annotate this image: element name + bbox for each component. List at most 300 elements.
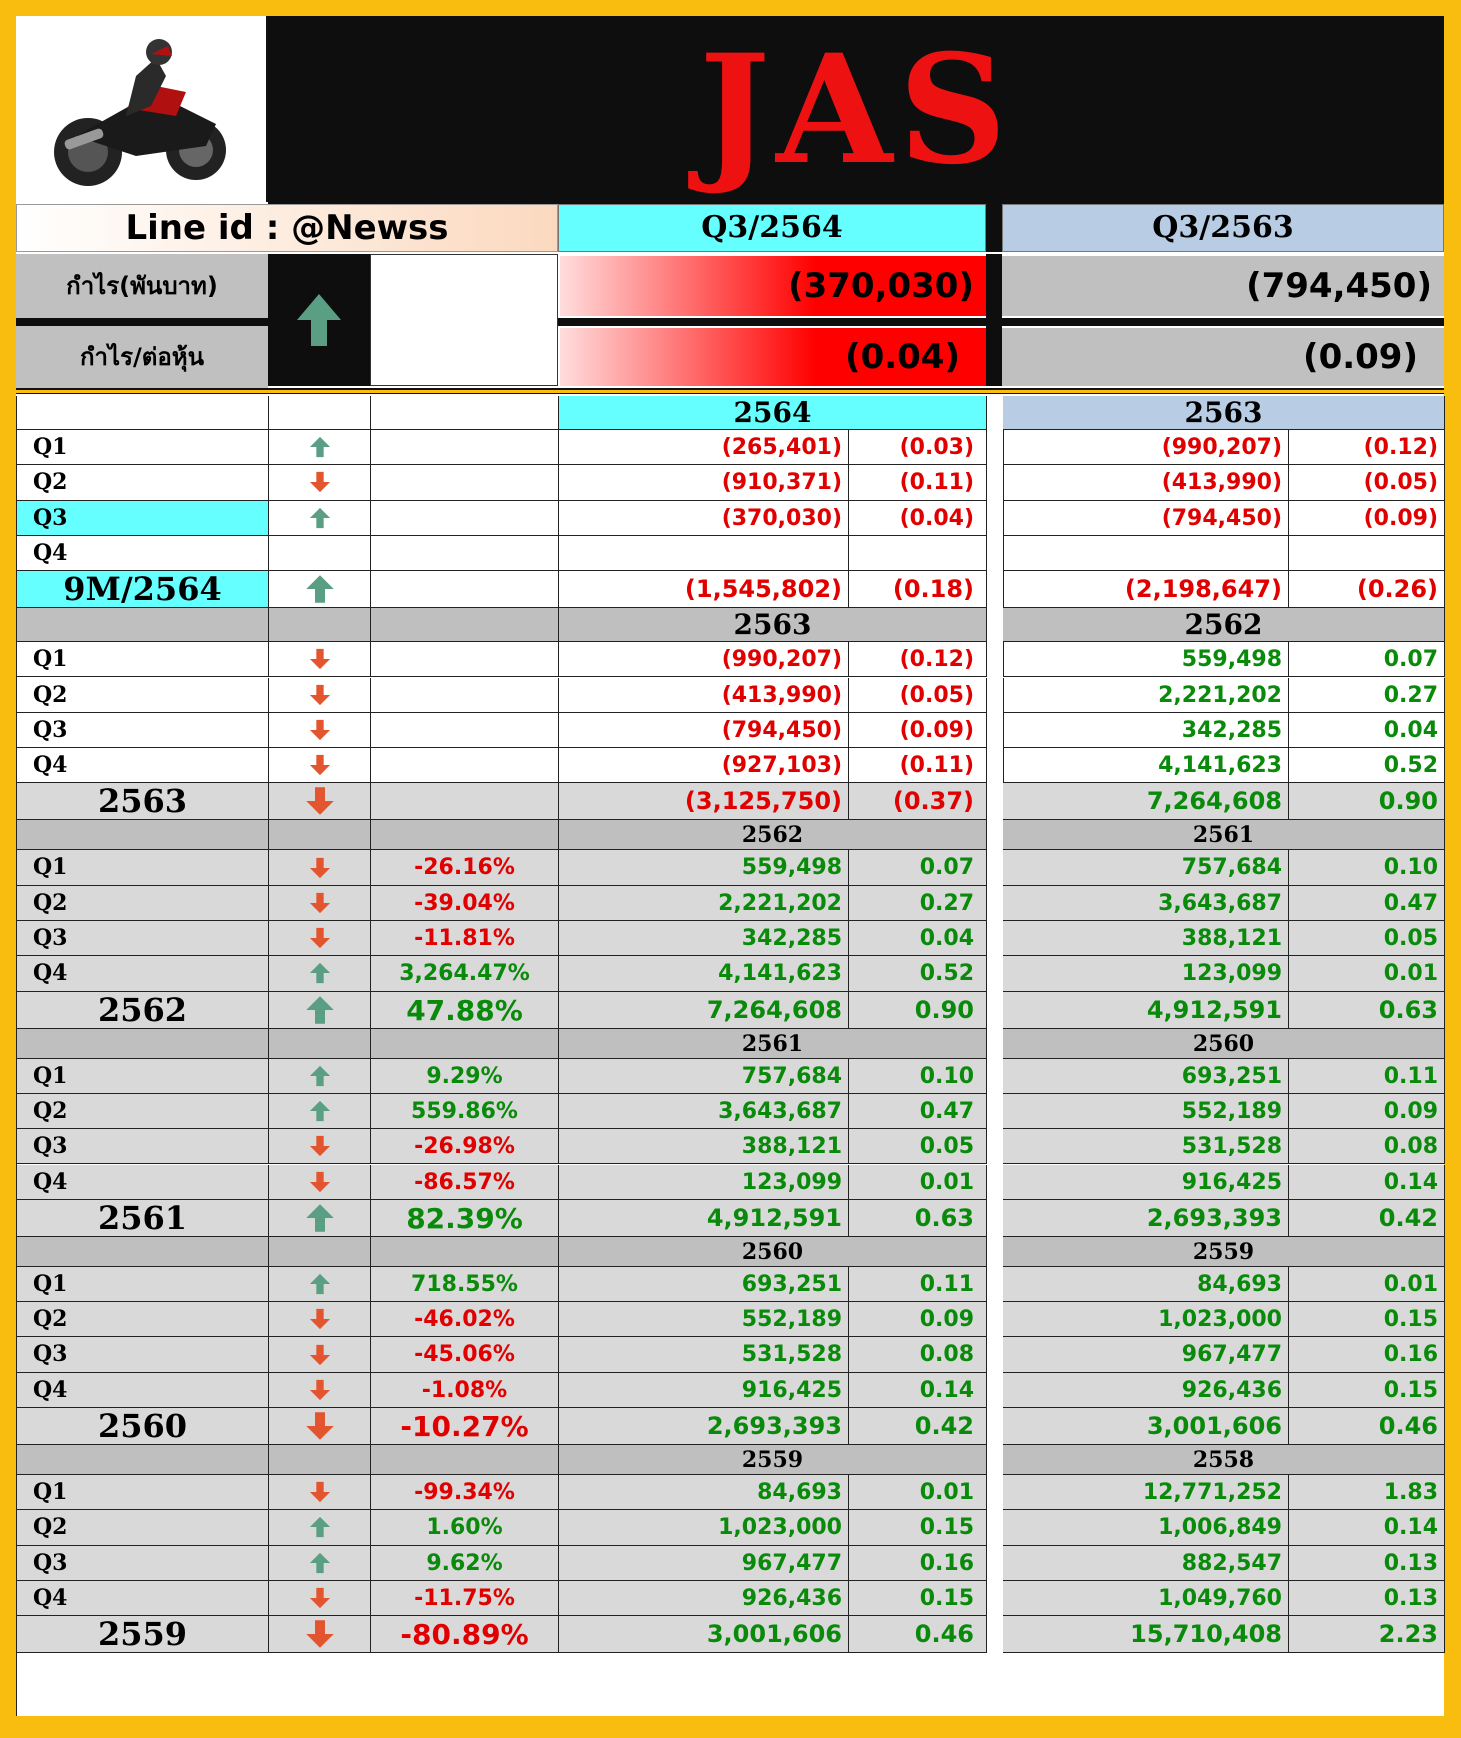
quarter-trend <box>269 678 371 713</box>
quarter-label: Q4 <box>17 1373 269 1408</box>
year-total-eps-left: (0.37) <box>849 783 987 820</box>
quarter-trend <box>269 956 371 991</box>
quarter-change-pct: -45.06% <box>371 1337 559 1372</box>
quarter-eps-right: 0.11 <box>1289 1059 1445 1094</box>
section-year-left: 2560 <box>559 1237 987 1267</box>
quarter-trend <box>269 642 371 677</box>
quarter-profit-left: 2,221,202 <box>559 886 849 921</box>
quarter-trend <box>269 1337 371 1372</box>
quarter-trend <box>269 1546 371 1581</box>
quarter-profit-left: 757,684 <box>559 1059 849 1094</box>
quarter-eps-left: (0.11) <box>849 748 987 783</box>
quarter-trend <box>269 1581 371 1616</box>
section-year-right: 2562 <box>1003 608 1445 642</box>
quarter-eps-right: 0.01 <box>1289 956 1445 991</box>
arrow-down-icon <box>309 1343 331 1367</box>
year-total-trend <box>269 1616 371 1653</box>
arrow-down-icon <box>305 784 335 818</box>
quarter-eps-right <box>1289 536 1445 571</box>
column-gap <box>987 1029 1004 1059</box>
page-title: JAS <box>699 22 1013 198</box>
column-gap <box>987 1581 1004 1616</box>
quarter-eps-left: 0.07 <box>849 850 987 885</box>
quarter-eps-left: 0.01 <box>849 1165 987 1200</box>
quarter-trend <box>269 1302 371 1337</box>
quarter-label: Q4 <box>17 536 269 571</box>
quarter-eps-left: 0.27 <box>849 886 987 921</box>
column-gap <box>987 1546 1004 1581</box>
arrow-down-icon <box>309 1307 331 1331</box>
motorcycle-icon <box>16 16 268 202</box>
section-header-blank <box>371 1029 559 1059</box>
quarter-trend <box>269 536 371 571</box>
quarter-change-pct: 718.55% <box>371 1267 559 1302</box>
quarter-trend <box>269 713 371 748</box>
quarter-profit-left: 552,189 <box>559 1302 849 1337</box>
black-row-divider <box>16 318 1444 326</box>
year-total-label: 2559 <box>17 1616 269 1653</box>
column-gap <box>987 820 1004 850</box>
quarter-profit-right: (990,207) <box>1003 430 1289 465</box>
quarter-change-pct <box>371 536 559 571</box>
arrow-down-icon <box>309 891 331 915</box>
quarter-eps-left: 0.10 <box>849 1059 987 1094</box>
quarter-label: Q2 <box>17 1302 269 1337</box>
year-total-profit-right: 3,001,606 <box>1003 1408 1289 1445</box>
quarter-eps-left: (0.09) <box>849 713 987 748</box>
year-total-label: 2560 <box>17 1408 269 1445</box>
year-total-trend <box>269 992 371 1029</box>
section-header-blank <box>269 1237 371 1267</box>
year-total-trend <box>269 783 371 820</box>
arrow-down-icon <box>309 470 331 494</box>
quarter-profit-left: 84,693 <box>559 1475 849 1510</box>
quarter-change-pct <box>371 678 559 713</box>
quarter-eps-right: 0.52 <box>1289 748 1445 783</box>
section-header-blank <box>17 396 269 430</box>
column-gap <box>987 748 1004 783</box>
section-header-blank <box>17 1029 269 1059</box>
quarter-change-pct: -39.04% <box>371 886 559 921</box>
column-gap <box>987 850 1004 885</box>
column-gap <box>987 536 1004 571</box>
quarter-label: Q1 <box>17 1475 269 1510</box>
quarter-label: Q1 <box>17 642 269 677</box>
quarter-profit-right: 1,006,849 <box>1003 1510 1289 1545</box>
quarter-change-pct <box>371 465 559 500</box>
year-total-profit-left: 2,693,393 <box>559 1408 849 1445</box>
quarter-eps-right: 0.13 <box>1289 1581 1445 1616</box>
column-gap <box>987 1408 1004 1445</box>
section-year-left: 2561 <box>559 1029 987 1059</box>
quarter-trend <box>269 1267 371 1302</box>
quarter-profit-right <box>1003 536 1289 571</box>
column-gap <box>987 1094 1004 1129</box>
section-year-left: 2563 <box>559 608 987 642</box>
quarter-label: Q3 <box>17 1337 269 1372</box>
column-gap <box>987 956 1004 991</box>
quarter-label: Q1 <box>17 1267 269 1302</box>
quarter-profit-left: (910,371) <box>559 465 849 500</box>
arrow-up-icon <box>305 1201 335 1235</box>
arrow-up-icon <box>309 961 331 985</box>
quarter-label: Q1 <box>17 850 269 885</box>
section-header-blank <box>269 1029 371 1059</box>
arrow-up-icon <box>309 1551 331 1575</box>
quarter-profit-left: 531,528 <box>559 1337 849 1372</box>
year-total-eps-right: 2.23 <box>1289 1616 1445 1653</box>
year-total-eps-right: (0.26) <box>1289 571 1445 608</box>
quarter-eps-right: 0.13 <box>1289 1546 1445 1581</box>
gold-divider <box>16 388 1444 394</box>
quarter-profit-right: 757,684 <box>1003 850 1289 885</box>
quarter-profit-left: 388,121 <box>559 1129 849 1164</box>
arrow-down-icon <box>309 1134 331 1158</box>
year-total-trend <box>269 1408 371 1445</box>
quarter-trend <box>269 501 371 536</box>
column-gap <box>987 1129 1004 1164</box>
section-header-blank <box>371 820 559 850</box>
quarter-profit-right: 4,141,623 <box>1003 748 1289 783</box>
section-header-blank <box>17 820 269 850</box>
quarter-eps-left: 0.09 <box>849 1302 987 1337</box>
quarter-profit-left <box>559 536 849 571</box>
column-gap <box>987 921 1004 956</box>
quarter-eps-right: 0.15 <box>1289 1302 1445 1337</box>
year-total-trend <box>269 1200 371 1237</box>
quarter-trend <box>269 1165 371 1200</box>
quarter-eps-right: 0.07 <box>1289 642 1445 677</box>
quarter-eps-left: 0.01 <box>849 1475 987 1510</box>
quarter-profit-right: 123,099 <box>1003 956 1289 991</box>
column-gap <box>987 713 1004 748</box>
arrow-up-icon <box>309 1099 331 1123</box>
quarter-eps-right: 0.01 <box>1289 1267 1445 1302</box>
quarter-change-pct: -26.16% <box>371 850 559 885</box>
column-gap <box>987 1337 1004 1372</box>
year-total-profit-right: 15,710,408 <box>1003 1616 1289 1653</box>
arrow-down-icon <box>309 718 331 742</box>
year-total-change-pct: 82.39% <box>371 1200 559 1237</box>
section-header-blank <box>17 1237 269 1267</box>
quarter-change-pct: -26.98% <box>371 1129 559 1164</box>
column-gap <box>987 1616 1004 1653</box>
section-year-right: 2558 <box>1003 1445 1445 1475</box>
column-gap <box>987 430 1004 465</box>
year-total-change-pct <box>371 571 559 608</box>
section-header-blank <box>269 1445 371 1475</box>
arrow-up-icon <box>309 1515 331 1539</box>
quarter-change-pct: -11.75% <box>371 1581 559 1616</box>
quarter-eps-right: 0.27 <box>1289 678 1445 713</box>
trend-arrow-holder <box>268 254 370 386</box>
year-total-profit-right: 4,912,591 <box>1003 992 1289 1029</box>
section-header-blank <box>17 608 269 642</box>
column-gap <box>987 1200 1004 1237</box>
quarter-trend <box>269 1510 371 1545</box>
quarter-trend <box>269 1059 371 1094</box>
year-total-label: 2562 <box>17 992 269 1029</box>
quarter-profit-left: 559,498 <box>559 850 849 885</box>
quarter-label: Q4 <box>17 1165 269 1200</box>
section-year-left: 2559 <box>559 1445 987 1475</box>
arrow-down-icon <box>309 1170 331 1194</box>
column-gap <box>987 642 1004 677</box>
quarter-trend <box>269 886 371 921</box>
arrow-down-icon <box>305 1409 335 1443</box>
arrow-up-icon <box>309 1272 331 1296</box>
quarter-label: Q2 <box>17 678 269 713</box>
year-total-profit-left: (1,545,802) <box>559 571 849 608</box>
quarter-profit-right: 926,436 <box>1003 1373 1289 1408</box>
quarter-trend <box>269 430 371 465</box>
quarter-eps-left: 0.15 <box>849 1581 987 1616</box>
quarter-profit-right: 559,498 <box>1003 642 1289 677</box>
year-total-eps-left: 0.63 <box>849 1200 987 1237</box>
quarter-eps-left: 0.52 <box>849 956 987 991</box>
quarter-eps-left: (0.11) <box>849 465 987 500</box>
eps-previous: (0.09) <box>1002 328 1444 386</box>
quarter-trend <box>269 748 371 783</box>
quarter-profit-right: 1,049,760 <box>1003 1581 1289 1616</box>
profit-current: (370,030) <box>560 256 986 316</box>
column-gap <box>987 465 1004 500</box>
quarter-change-pct <box>371 748 559 783</box>
column-gap <box>987 571 1004 608</box>
arrow-down-icon <box>309 1586 331 1610</box>
quarter-label: Q4 <box>17 956 269 991</box>
year-total-eps-right: 0.90 <box>1289 783 1445 820</box>
quarter-label: Q2 <box>17 465 269 500</box>
quarter-profit-right: 882,547 <box>1003 1546 1289 1581</box>
section-header-blank <box>371 1237 559 1267</box>
quarter-eps-right: 0.04 <box>1289 713 1445 748</box>
eps-label: กำไร/ต่อหุ้น <box>16 326 268 388</box>
quarter-profit-left: 916,425 <box>559 1373 849 1408</box>
quarter-label: Q3 <box>17 1129 269 1164</box>
column-gap <box>987 1237 1004 1267</box>
year-total-profit-left: 4,912,591 <box>559 1200 849 1237</box>
arrow-down-icon <box>309 683 331 707</box>
quarter-change-pct: -1.08% <box>371 1373 559 1408</box>
quarter-profit-right: 388,121 <box>1003 921 1289 956</box>
line-id: Line id : @Newss <box>16 204 558 252</box>
quarter-profit-left: 3,643,687 <box>559 1094 849 1129</box>
quarter-change-pct <box>371 713 559 748</box>
quarter-profit-left: 967,477 <box>559 1546 849 1581</box>
quarter-profit-right: 552,189 <box>1003 1094 1289 1129</box>
column-gap <box>987 396 1004 430</box>
quarter-profit-left: 926,436 <box>559 1581 849 1616</box>
quarter-label: Q1 <box>17 1059 269 1094</box>
section-year-right: 2563 <box>1003 396 1445 430</box>
quarter-change-pct <box>371 430 559 465</box>
quarter-label: Q3 <box>17 1546 269 1581</box>
quarter-profit-right: 1,023,000 <box>1003 1302 1289 1337</box>
column-gap <box>987 1302 1004 1337</box>
quarter-trend <box>269 921 371 956</box>
quarter-change-pct <box>371 501 559 536</box>
quarter-eps-left: 0.04 <box>849 921 987 956</box>
quarter-profit-right: 693,251 <box>1003 1059 1289 1094</box>
arrow-down-icon <box>309 856 331 880</box>
arrow-down-icon <box>309 1378 331 1402</box>
section-header-blank <box>269 820 371 850</box>
column-gap <box>987 501 1004 536</box>
quarter-profit-left: (927,103) <box>559 748 849 783</box>
year-total-change-pct: -80.89% <box>371 1616 559 1653</box>
arrow-up-icon <box>309 435 331 459</box>
quarter-profit-right: (794,450) <box>1003 501 1289 536</box>
year-total-profit-left: (3,125,750) <box>559 783 849 820</box>
profit-label: กำไร(พันบาท) <box>16 254 268 318</box>
year-total-eps-left: 0.46 <box>849 1616 987 1653</box>
year-total-change-pct: 47.88% <box>371 992 559 1029</box>
quarter-trend <box>269 1475 371 1510</box>
arrow-down-icon <box>309 647 331 671</box>
quarter-eps-right: 0.05 <box>1289 921 1445 956</box>
quarter-profit-left: 123,099 <box>559 1165 849 1200</box>
column-gap <box>987 608 1004 642</box>
year-total-eps-right: 0.42 <box>1289 1200 1445 1237</box>
quarter-trend <box>269 850 371 885</box>
quarter-label: Q3 <box>17 501 269 536</box>
section-header-blank <box>371 1445 559 1475</box>
quarter-eps-right: 0.14 <box>1289 1165 1445 1200</box>
quarter-change-pct: 1.60% <box>371 1510 559 1545</box>
quarter-eps-right: 0.10 <box>1289 850 1445 885</box>
column-gap <box>987 1510 1004 1545</box>
quarter-trend <box>269 1094 371 1129</box>
quarter-profit-right: (413,990) <box>1003 465 1289 500</box>
quarter-change-pct <box>371 642 559 677</box>
column-gap <box>987 1475 1004 1510</box>
quarter-eps-left: (0.12) <box>849 642 987 677</box>
column-gap <box>987 783 1004 820</box>
year-total-eps-right: 0.63 <box>1289 992 1445 1029</box>
quarter-eps-right: 0.09 <box>1289 1094 1445 1129</box>
arrow-up-icon <box>309 506 331 530</box>
year-total-profit-right: 7,264,608 <box>1003 783 1289 820</box>
quarter-profit-left: (265,401) <box>559 430 849 465</box>
year-total-eps-left: (0.18) <box>849 571 987 608</box>
quarter-eps-left: 0.05 <box>849 1129 987 1164</box>
year-total-profit-right: 2,693,393 <box>1003 1200 1289 1237</box>
quarter-profit-left: 342,285 <box>559 921 849 956</box>
column-gap <box>987 1165 1004 1200</box>
year-total-trend <box>269 571 371 608</box>
quarter-profit-right: 3,643,687 <box>1003 886 1289 921</box>
eps-current: (0.04) <box>560 328 986 386</box>
quarter-eps-right: 1.83 <box>1289 1475 1445 1510</box>
year-total-change-pct <box>371 783 559 820</box>
quarter-change-pct: 9.29% <box>371 1059 559 1094</box>
quarter-change-pct: -86.57% <box>371 1165 559 1200</box>
column-gap <box>987 1059 1004 1094</box>
quarter-trend <box>269 1373 371 1408</box>
quarter-label: Q4 <box>17 748 269 783</box>
quarter-eps-left <box>849 536 987 571</box>
arrow-down-icon <box>309 753 331 777</box>
column-gap <box>987 1267 1004 1302</box>
quarter-eps-left: 0.15 <box>849 1510 987 1545</box>
quarter-eps-right: (0.09) <box>1289 501 1445 536</box>
quarter-profit-right: 12,771,252 <box>1003 1475 1289 1510</box>
quarter-eps-left: (0.04) <box>849 501 987 536</box>
quarter-profit-left: (413,990) <box>559 678 849 713</box>
year-total-change-pct: -10.27% <box>371 1408 559 1445</box>
quarter-label: Q3 <box>17 921 269 956</box>
quarter-trend <box>269 1129 371 1164</box>
section-header-blank <box>269 396 371 430</box>
previous-quarter-header: Q3/2563 <box>1002 204 1444 252</box>
earnings-table <box>16 396 1444 1716</box>
section-year-right: 2561 <box>1003 820 1445 850</box>
quarter-label: Q3 <box>17 713 269 748</box>
section-year-left: 2562 <box>559 820 987 850</box>
quarter-trend <box>269 465 371 500</box>
quarter-label: Q2 <box>17 1094 269 1129</box>
year-total-profit-right: (2,198,647) <box>1003 571 1289 608</box>
arrow-down-icon <box>309 1480 331 1504</box>
quarter-change-pct: 3,264.47% <box>371 956 559 991</box>
blank-box-2 <box>370 254 558 386</box>
quarter-profit-right: 916,425 <box>1003 1165 1289 1200</box>
section-year-right: 2560 <box>1003 1029 1445 1059</box>
section-header-blank <box>371 608 559 642</box>
year-total-profit-left: 7,264,608 <box>559 992 849 1029</box>
year-total-eps-left: 0.42 <box>849 1408 987 1445</box>
column-gap <box>987 1445 1004 1475</box>
quarter-eps-left: (0.03) <box>849 430 987 465</box>
arrow-up-icon <box>305 572 335 606</box>
quarter-profit-right: 531,528 <box>1003 1129 1289 1164</box>
quarter-profit-left: (990,207) <box>559 642 849 677</box>
quarter-profit-right: 2,221,202 <box>1003 678 1289 713</box>
quarter-profit-right: 967,477 <box>1003 1337 1289 1372</box>
year-total-label: 2561 <box>17 1200 269 1237</box>
quarter-change-pct: 9.62% <box>371 1546 559 1581</box>
column-gap <box>987 886 1004 921</box>
quarter-profit-left: 693,251 <box>559 1267 849 1302</box>
quarter-eps-right: 0.16 <box>1289 1337 1445 1372</box>
year-total-label: 2563 <box>17 783 269 820</box>
quarter-change-pct: 559.86% <box>371 1094 559 1129</box>
quarter-eps-left: 0.16 <box>849 1546 987 1581</box>
section-year-right: 2559 <box>1003 1237 1445 1267</box>
quarter-eps-right: (0.05) <box>1289 465 1445 500</box>
quarter-profit-left: 4,141,623 <box>559 956 849 991</box>
quarter-eps-right: 0.47 <box>1289 886 1445 921</box>
quarter-profit-right: 84,693 <box>1003 1267 1289 1302</box>
section-year-left: 2564 <box>559 396 987 430</box>
quarter-profit-right: 342,285 <box>1003 713 1289 748</box>
arrow-down-icon <box>309 926 331 950</box>
quarter-profit-left: 1,023,000 <box>559 1510 849 1545</box>
header-separator <box>986 204 1002 252</box>
quarter-label: Q1 <box>17 430 269 465</box>
motorcycle-logo <box>16 16 268 202</box>
quarter-eps-left: 0.14 <box>849 1373 987 1408</box>
quarter-change-pct: -11.81% <box>371 921 559 956</box>
quarter-change-pct: -46.02% <box>371 1302 559 1337</box>
quarter-profit-left: (794,450) <box>559 713 849 748</box>
column-gap <box>987 1373 1004 1408</box>
quarter-change-pct: -99.34% <box>371 1475 559 1510</box>
current-quarter-header: Q3/2564 <box>558 204 986 252</box>
report-frame <box>16 16 1444 1716</box>
year-total-profit-left: 3,001,606 <box>559 1616 849 1653</box>
